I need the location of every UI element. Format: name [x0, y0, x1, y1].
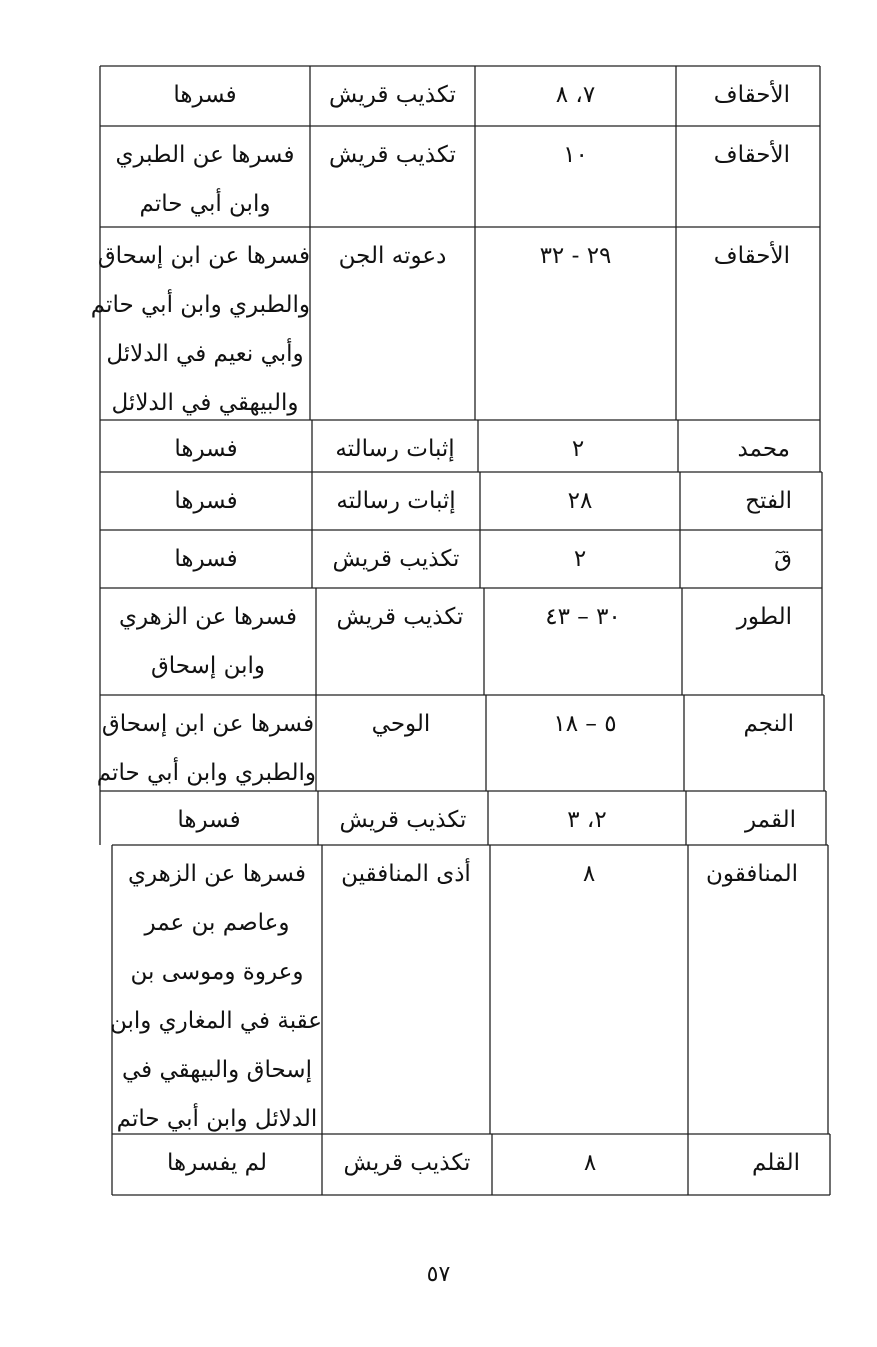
- topic-cell: تكذيب قريش: [332, 546, 460, 572]
- tafsir-cell: [100, 69, 310, 120]
- topic-cell: أذى المنافقين: [341, 861, 471, 887]
- tafsir-cell: [100, 794, 318, 845]
- tafsir-line: فسرها عن الطبري: [115, 142, 295, 168]
- surah-cell: الطور: [736, 604, 792, 630]
- tafsir-line: فسرها: [174, 488, 238, 514]
- tafsir-cell: [100, 591, 316, 691]
- surah-cell: محمد: [737, 436, 790, 462]
- verses-cell: ٢: [573, 546, 587, 572]
- tafsir-line: فسرها عن ابن إسحاق: [97, 243, 310, 269]
- topic-cell: دعوته الجن: [338, 243, 447, 269]
- verses-cell: ٣٠ – ٤٣: [545, 604, 621, 630]
- tafsir-cell: [100, 533, 312, 584]
- verses-cell: ٨: [583, 1150, 597, 1176]
- topic-cell: إثبات رسالته: [336, 488, 456, 514]
- tafsir-cell: [109, 848, 322, 1144]
- verses-cell: ٥ – ١٨: [553, 711, 617, 737]
- tafsir-line: وأبي نعيم في الدلائل: [106, 341, 304, 367]
- tafsir-line: وعروة وموسى بن: [130, 959, 304, 985]
- topic-cell: إثبات رسالته: [335, 436, 455, 462]
- tafsir-line: فسرها عن الزهري: [127, 861, 307, 887]
- verses-cell: ٢٩ - ٣٢: [539, 243, 612, 269]
- tafsir-cell: [100, 129, 310, 229]
- tafsir-line: فسرها: [177, 807, 241, 833]
- tafsir-line: فسرها عن الزهري: [118, 604, 298, 630]
- verses-cell: ٢٨: [567, 488, 593, 514]
- page-number: ٥٧: [426, 1262, 451, 1287]
- tafsir-line: فسرها عن ابن إسحاق: [101, 711, 315, 737]
- tafsir-line: فسرها: [174, 546, 238, 572]
- verses-cell: ٨: [582, 861, 596, 887]
- tafsir-line: عقبة في المغاري وابن: [109, 1008, 322, 1034]
- verses-cell: ١٠: [563, 142, 588, 168]
- topic-cell: تكذيب قريش: [336, 604, 464, 630]
- surah-cell: المنافقون: [705, 861, 798, 887]
- surah-cell: الأحقاف: [713, 142, 790, 168]
- surah-cell: النجم: [743, 711, 794, 737]
- tafsir-line: الدلائل وابن أبي حاتم: [116, 1106, 318, 1132]
- topic-cell: تكذيب قريش: [339, 807, 467, 833]
- surah-cell: الأحقاف: [713, 82, 790, 108]
- tafsir-cell: [96, 698, 316, 798]
- tafsir-line: فسرها: [174, 436, 238, 462]
- tafsir-line: والطبري وابن أبي حاتم: [90, 292, 310, 318]
- tafsir-cell: [100, 423, 312, 474]
- verses-cell: ٢، ٣: [567, 807, 607, 833]
- tafsir-line: وعاصم بن عمر: [144, 910, 290, 936]
- tafsir-line: وابن أبي حاتم: [139, 191, 271, 217]
- tafsir-line: وابن إسحاق: [150, 653, 266, 679]
- surah-cell: الفتح: [745, 488, 792, 514]
- tafsir-line: فسرها: [173, 82, 237, 108]
- tafsir-line: لم يفسرها: [166, 1150, 267, 1176]
- tafsir-line: إسحاق والبيهقي في: [122, 1057, 312, 1083]
- verses-cell: ٢: [571, 436, 585, 462]
- topic-cell: الوحي: [371, 711, 431, 737]
- verses-cell: ٧، ٨: [555, 82, 596, 108]
- topic-cell: تكذيب قريش: [343, 1150, 471, 1176]
- tafsir-line: والبيهقي في الدلائل: [111, 390, 299, 416]
- topic-cell: تكذيب قريش: [329, 142, 456, 168]
- tafsir-cell: [90, 230, 310, 428]
- tafsir-line: والطبري وابن أبي حاتم: [96, 760, 316, 786]
- tafsir-cell: [100, 475, 312, 526]
- surah-cell: الأحقاف: [713, 243, 790, 269]
- surah-cell: القلم: [752, 1150, 800, 1176]
- tafsir-cell: [112, 1137, 322, 1188]
- surah-cell: القمر: [744, 807, 796, 833]
- surah-cell: قٓ: [774, 546, 792, 572]
- topic-cell: تكذيب قريش: [329, 82, 456, 108]
